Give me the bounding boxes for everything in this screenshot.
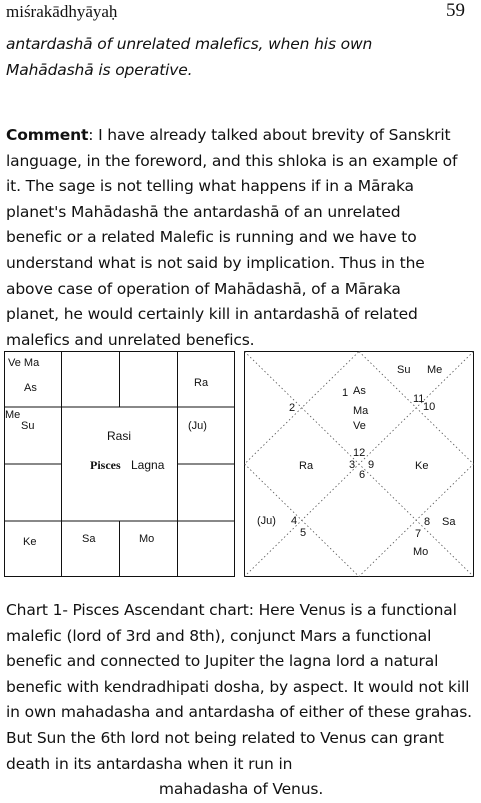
page-header	[6, 0, 465, 22]
bhava-num-1: 1	[342, 387, 349, 399]
rasi-aquarius-line2: Su	[21, 420, 35, 432]
rasi-sagittarius: Sa	[82, 533, 96, 545]
running-head: miśrakādhyāyaḥ	[6, 2, 118, 21]
bhava-planet-ju: (Ju)	[257, 515, 276, 527]
chart-caption	[6, 598, 476, 803]
rasi-sign-label: Pisces	[90, 458, 121, 472]
bhava-planet-ma: Ma	[353, 405, 369, 417]
rasi-scorpio: Mo	[139, 533, 155, 545]
caption-last-line: mahadasha of Venus.	[158, 780, 324, 799]
bhava-num-2: 2	[289, 402, 296, 414]
bhava-num-9: 9	[368, 459, 375, 471]
rasi-pisces-line1: Ve Ma	[8, 357, 40, 369]
bhava-num-6: 6	[359, 469, 366, 481]
bhava-planet-sa: Sa	[442, 516, 456, 528]
bhava-num-12: 12	[353, 447, 366, 459]
rasi-lagna-label: Lagna	[131, 458, 165, 472]
bhava-planet-ra: Ra	[299, 460, 314, 472]
bhava-planet-su: Su	[397, 364, 411, 376]
page-number: 59	[446, 0, 465, 21]
rasi-capricorn: Ke	[23, 536, 37, 548]
bhava-planet-ke: Ke	[415, 460, 429, 472]
comment-text: : I have already talked about brevity of Sanskrit language, in the foreword, and this shloka is an example of it. The sage is not telling what happens if in a Māraka planet's Mahādashā the antardashā of an unrelated benefic or a related Malefic is running and we have to understand what is not said by implication. Thus in the above case of operation of Mahādashā, of a Māraka planet, he would certainly kill in antardashā of related malefics and unrelated benefics.	[6, 126, 458, 349]
bhava-num-8: 8	[424, 516, 431, 528]
bhava-planet-me: Me	[427, 364, 443, 376]
caption-text: Chart 1- Pisces Ascendant chart: Here Venus is a functional malefic (lord of 3rd and 8th), conjunct Mars a functional benefic and connected to Jupiter the lagna lord a natural benefic with kendradhipati dosha, by aspect. It would not kill in own mahadasha and antardasha of either of these grahas. But Sun the 6th lord not being related to Venus can grant death in its antardasha when it run in	[6, 601, 472, 773]
rasi-aquarius-line1: Me	[5, 409, 21, 421]
bhava-num-7: 7	[415, 528, 422, 540]
rasi-pisces-line2: As	[24, 382, 37, 394]
bhava-planet-ve: Ve	[353, 420, 366, 432]
rasi-gemini: (Ju)	[188, 420, 207, 432]
bhava-num-11: 11	[413, 393, 425, 405]
bhava-planet-as: As	[353, 385, 366, 397]
comment-label: Comment	[6, 126, 89, 144]
rasi-chart	[4, 351, 235, 577]
bhava-chart	[244, 351, 474, 577]
bhava-num-10: 10	[423, 401, 436, 413]
rasi-title: Rasi	[107, 429, 132, 443]
rasi-taurus: Ra	[194, 377, 209, 389]
intro-paragraph: antardashā of unrelated malefics, when his own Mahādashā is operative.	[6, 35, 373, 79]
bhava-num-3: 3	[349, 459, 356, 471]
bhava-num-5: 5	[300, 527, 307, 539]
comment-paragraph	[6, 123, 458, 353]
bhava-planet-mo: Mo	[413, 546, 429, 558]
bhava-num-4: 4	[291, 515, 298, 527]
